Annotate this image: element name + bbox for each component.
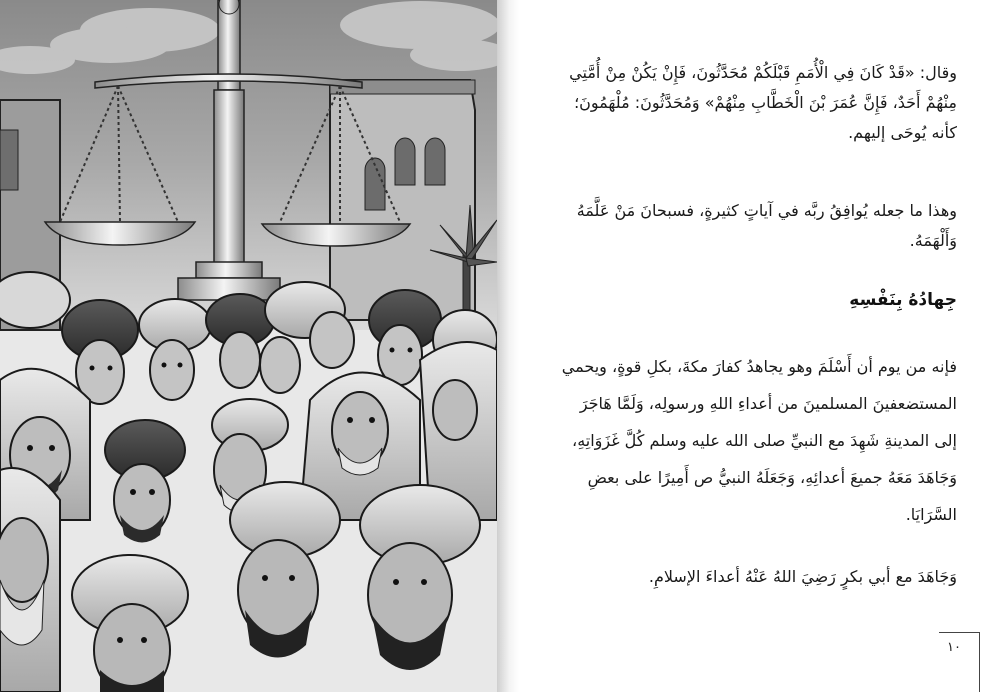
- scales-crowd-illustration: [0, 0, 497, 692]
- page-number-rule-horizontal: [939, 632, 979, 633]
- quote-paragraph: وقال: «قَدْ كَانَ فِي الْأُمَمِ قَبْلَكُمْ مُحَدَّثُونَ، فَإِنْ يَكُنْ مِنْ أُمَّتِي مِنْهُمْ أَحَدٌ، فَإِنَّ عُمَرَ بْنَ الْخَطَّابِ مِنْهُمْ» وَمُحَدَّثُونَ: مُلْهَمُونَ؛ كأنه يُوحَى إليهم.: [569, 63, 957, 142]
- agreement-paragraph: وهذا ما جعله يُوافِقُ ربَّه في آياتٍ كثيرةٍ، فسبحانَ مَنْ عَلَّمَهُ وَأَلْهَمَهُ.: [576, 201, 957, 250]
- right-building: [330, 80, 475, 320]
- page-number: ١٠: [947, 640, 961, 655]
- section-heading: جِهادُهُ بِنَفْسِهِ: [849, 290, 957, 310]
- illustration-page: [0, 0, 497, 692]
- text-page: [519, 0, 999, 692]
- page-gutter: [497, 0, 519, 692]
- page-number-rule-vertical: [979, 632, 980, 692]
- jihad-paragraph: فإنه من يوم أن أَسْلَمَ وهو يجاهدُ كفارَ مكةَ، بكلِ قوةٍ، ويحمي المستضعفينَ المسلمينَ من أعداءِ اللهِ ورسولِه، وَلَمَّا هَاجَرَ إلى المدينةِ شَهِدَ مع النبيِّ صلى الله عليه وسلم كُلَّ غَزَوَاتِهِ، وَجَاهَدَ مَعَهُ جميعَ أعدائِهِ، وَجَعَلَهُ النبيُّ ص أَمِيرًا على بعضِ السَّرَايَا.: [561, 357, 957, 524]
- abu-bakr-paragraph: وَجَاهَدَ مع أبي بكرٍ رَضِيَ اللهُ عَنْهُ أعداءَ الإسلامِ.: [648, 567, 957, 586]
